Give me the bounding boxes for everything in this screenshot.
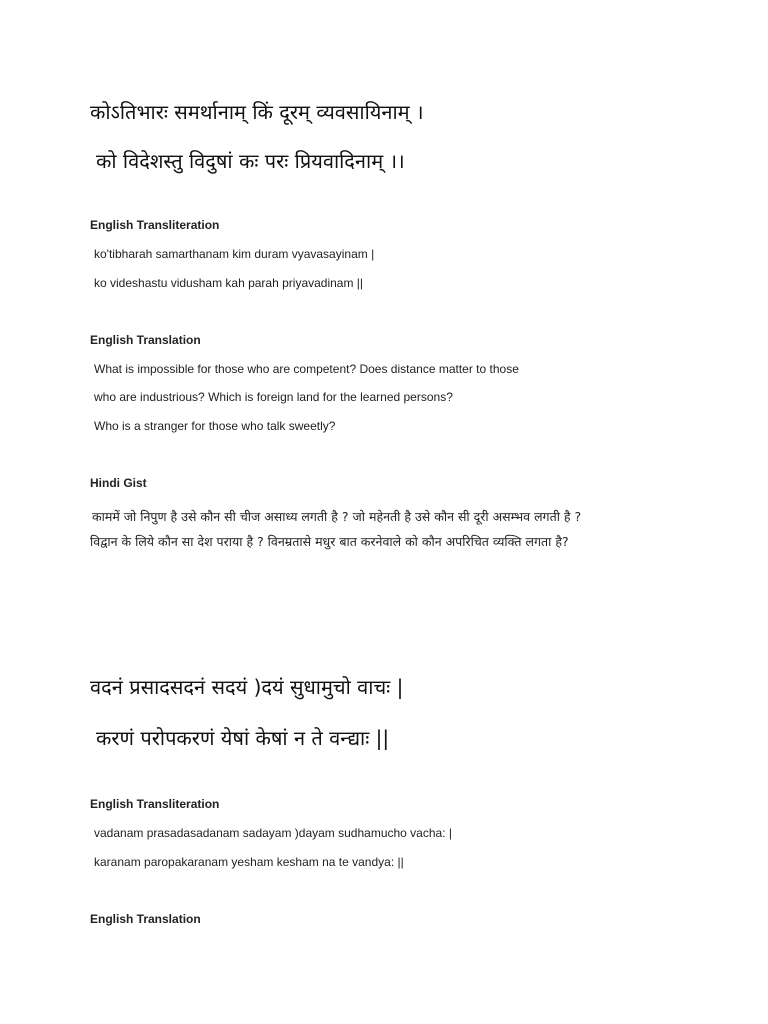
translation1-line2: who are industrious? Which is foreign land for the learned persons? xyxy=(94,390,453,404)
transliteration1-line1: ko'tibharah samarthanam kim duram vyavasayinam | xyxy=(94,247,375,261)
hindi-gist-heading: Hindi Gist xyxy=(90,476,147,490)
transliteration-heading-1: English Transliteration xyxy=(90,218,220,232)
transliteration1-line2: ko videshastu vidusham kah parah priyavadinam || xyxy=(94,276,364,290)
hindi-gist-line2: विद्वान के लिये कौन सा देश पराया है ? विनम्रतासे मधुर बात करनेवाले को कौन अपरिचित व्यक्ति लगता है? xyxy=(90,534,569,549)
hindi-gist-line1: काममें जो निपुण है उसे कौन सी चीज असाध्य लगती है ? जो महेनती है उसे कौन सी दूरी असम्भव लगती है ? xyxy=(92,509,582,524)
verse2-line1: वदनं प्रसादसदनं सदयं )दयं सुधामुचो वाचः | xyxy=(90,675,404,699)
translation1-line1: What is impossible for those who are competent? Does distance matter to those xyxy=(94,362,519,376)
transliteration2-line1: vadanam prasadasadanam sadayam )dayam sudhamucho vacha: | xyxy=(94,826,452,840)
translation-heading-1: English Translation xyxy=(90,333,201,347)
verse2-line2: करणं परोपकरणं येषां केषां न ते वन्द्याः || xyxy=(96,726,390,750)
transliteration-heading-2: English Transliteration xyxy=(90,797,220,811)
translation-heading-2: English Translation xyxy=(90,912,201,926)
verse1-line2: को विदेशस्तु विदुषां कः परः प्रियवादिनाम् ।। xyxy=(96,149,405,173)
verse1-line1: कोऽतिभारः समर्थानाम् किं दूरम् व्यवसायिनाम् । xyxy=(90,100,424,124)
translation1-line3: Who is a stranger for those who talk sweetly? xyxy=(94,419,336,433)
transliteration2-line2: karanam paropakaranam yesham kesham na te vandya: || xyxy=(94,855,404,869)
